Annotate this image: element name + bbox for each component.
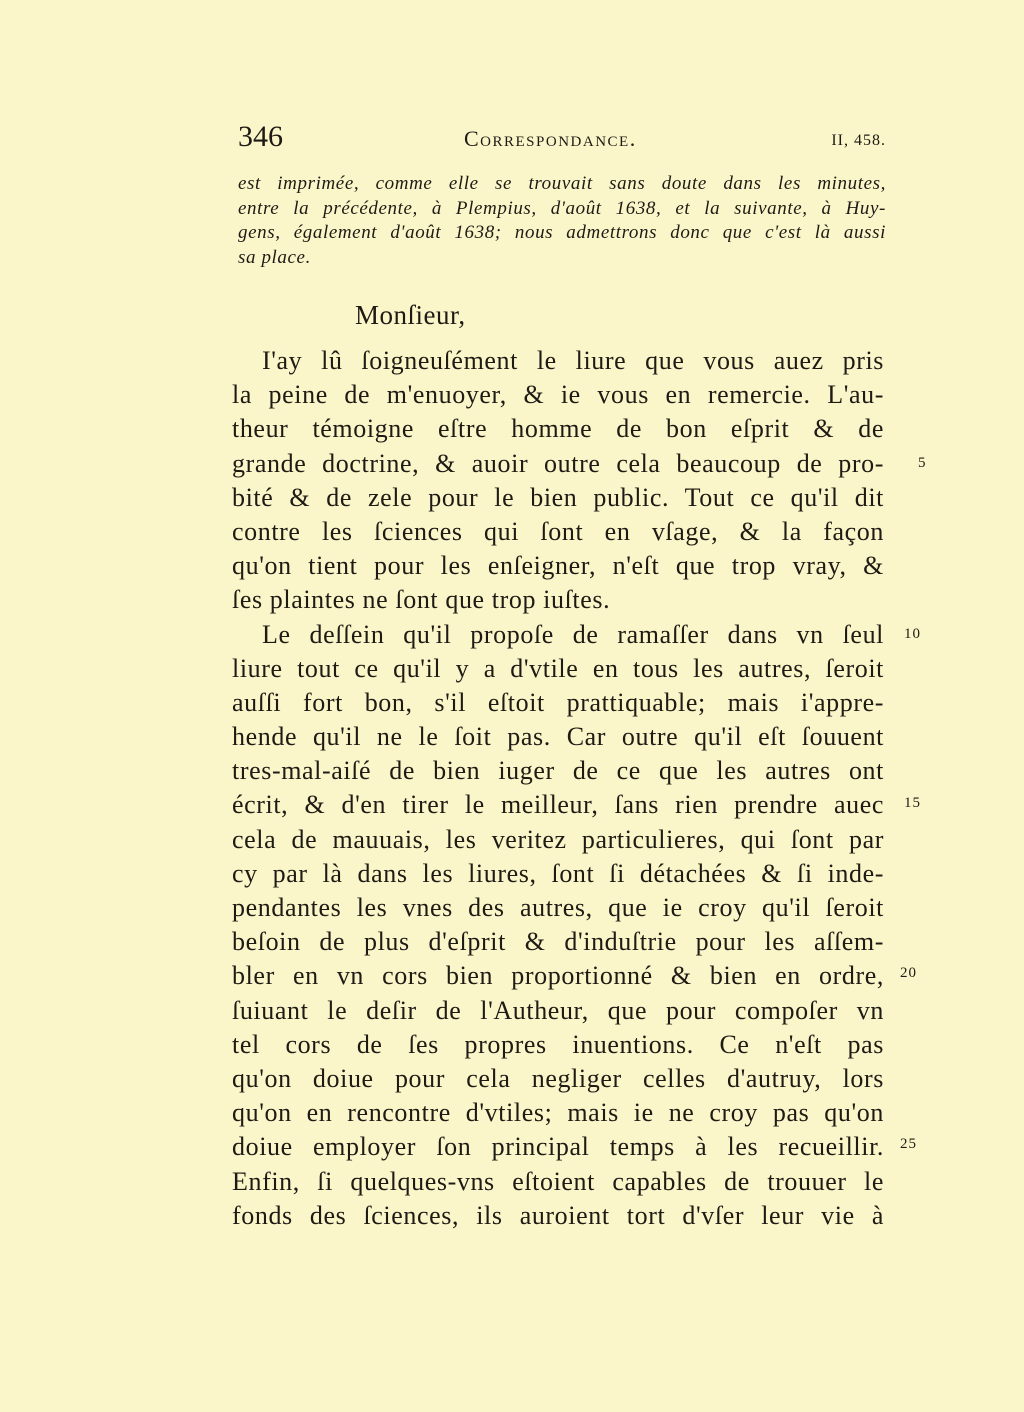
text-line: qu'on en rencontre d'vtiles; mais ie ne croy pas qu'on xyxy=(232,1098,884,1128)
text-line: theur témoigne eſtre homme de bon eſprit & de xyxy=(232,414,884,444)
text-line: pendantes les vnes des autres, que ie croy qu'il ſeroit xyxy=(232,893,884,922)
text-line: auſſi fort bon, s'il eſtoit prattiquable; mais i'appre- xyxy=(232,687,884,717)
line-number-margin xyxy=(900,0,940,1412)
page-header xyxy=(238,120,886,160)
line-number: 5 xyxy=(918,455,927,471)
letter-body xyxy=(232,344,884,1233)
note-line: sa place. xyxy=(238,246,311,268)
running-title: Correspondance. xyxy=(464,126,637,151)
text-line: ſuiuant le deſir de l'Autheur, que pour compoſer vn xyxy=(232,995,884,1025)
text-line: qu'on doiue pour cela negliger celles d'autruy, lors xyxy=(232,1063,884,1093)
salutation: Monſieur, xyxy=(355,300,466,330)
text-line: tel cors de ſes propres inuentions. Ce n'eſt pas xyxy=(232,1029,884,1059)
note-line: entre la précédente, à Plempius, d'août 1638, et la suivante, à Huy- xyxy=(238,197,886,219)
text-line: I'ay lû ſoigneuſément le liure que vous auez pris xyxy=(262,346,884,375)
line-number: 10 xyxy=(904,626,921,642)
text-line: la peine de m'enuoyer, & ie vous en remercie. L'au- xyxy=(232,380,884,410)
text-line: beſoin de plus d'eſprit & d'induſtrie pour les aſſem- xyxy=(232,927,884,957)
line-number: 20 xyxy=(900,965,917,981)
line-number: 15 xyxy=(904,795,921,811)
page-number: 346 xyxy=(238,120,283,153)
text-line: fonds des ſciences, ils auroient tort d'vſer leur vie à xyxy=(232,1200,884,1230)
text-line: ſes plaintes ne ſont que trop iuſtes. xyxy=(232,585,611,615)
text-line: liure tout ce qu'il y a d'vtile en tous les autres, ſeroit xyxy=(232,653,884,683)
text-line: Le deſſein qu'il propoſe de ramaſſer dans vn ſeul xyxy=(262,619,884,649)
text-line: qu'on tient pour les enſeigner, n'eſt que trop vray, & xyxy=(232,551,884,581)
line-number: 25 xyxy=(900,1136,917,1152)
text-line: bler en vn cors bien proportionné & bien en ordre, xyxy=(232,961,884,991)
editorial-note xyxy=(238,172,886,270)
text-line: tres-mal-aiſé de bien iuger de ce que les autres ont xyxy=(232,756,884,786)
text-line: cela de mauuais, les veritez particulieres, qui ſont par xyxy=(232,824,884,854)
text-line: Enfin, ſi quelques-vns eſtoient capables de trouuer le xyxy=(232,1166,884,1196)
text-line: grande doctrine, & auoir outre cela beaucoup de pro- xyxy=(232,448,884,478)
text-line: doiue employer ſon principal temps à les recueillir. xyxy=(232,1132,884,1162)
note-line: gens, également d'août 1638; nous admettrons donc que c'est là aussi xyxy=(238,222,886,243)
text-line: bité & de zele pour le bien public. Tout ce qu'il dit xyxy=(232,482,884,512)
text-line: contre les ſciences qui ſont en vſage, & la façon xyxy=(232,516,884,546)
text-line: hende qu'il ne le ſoit pas. Car outre qu'il eſt ſouuent xyxy=(232,722,884,752)
note-line: est imprimée, comme elle se trouvait sans doute dans les minutes, xyxy=(238,173,886,194)
edition-reference: II, 458. xyxy=(831,132,886,149)
text-line: écrit, & d'en tirer le meilleur, ſans rien prendre auec xyxy=(232,790,884,820)
text-line: cy par là dans les liures, ſont ſi détachées & ſi inde- xyxy=(232,858,884,888)
